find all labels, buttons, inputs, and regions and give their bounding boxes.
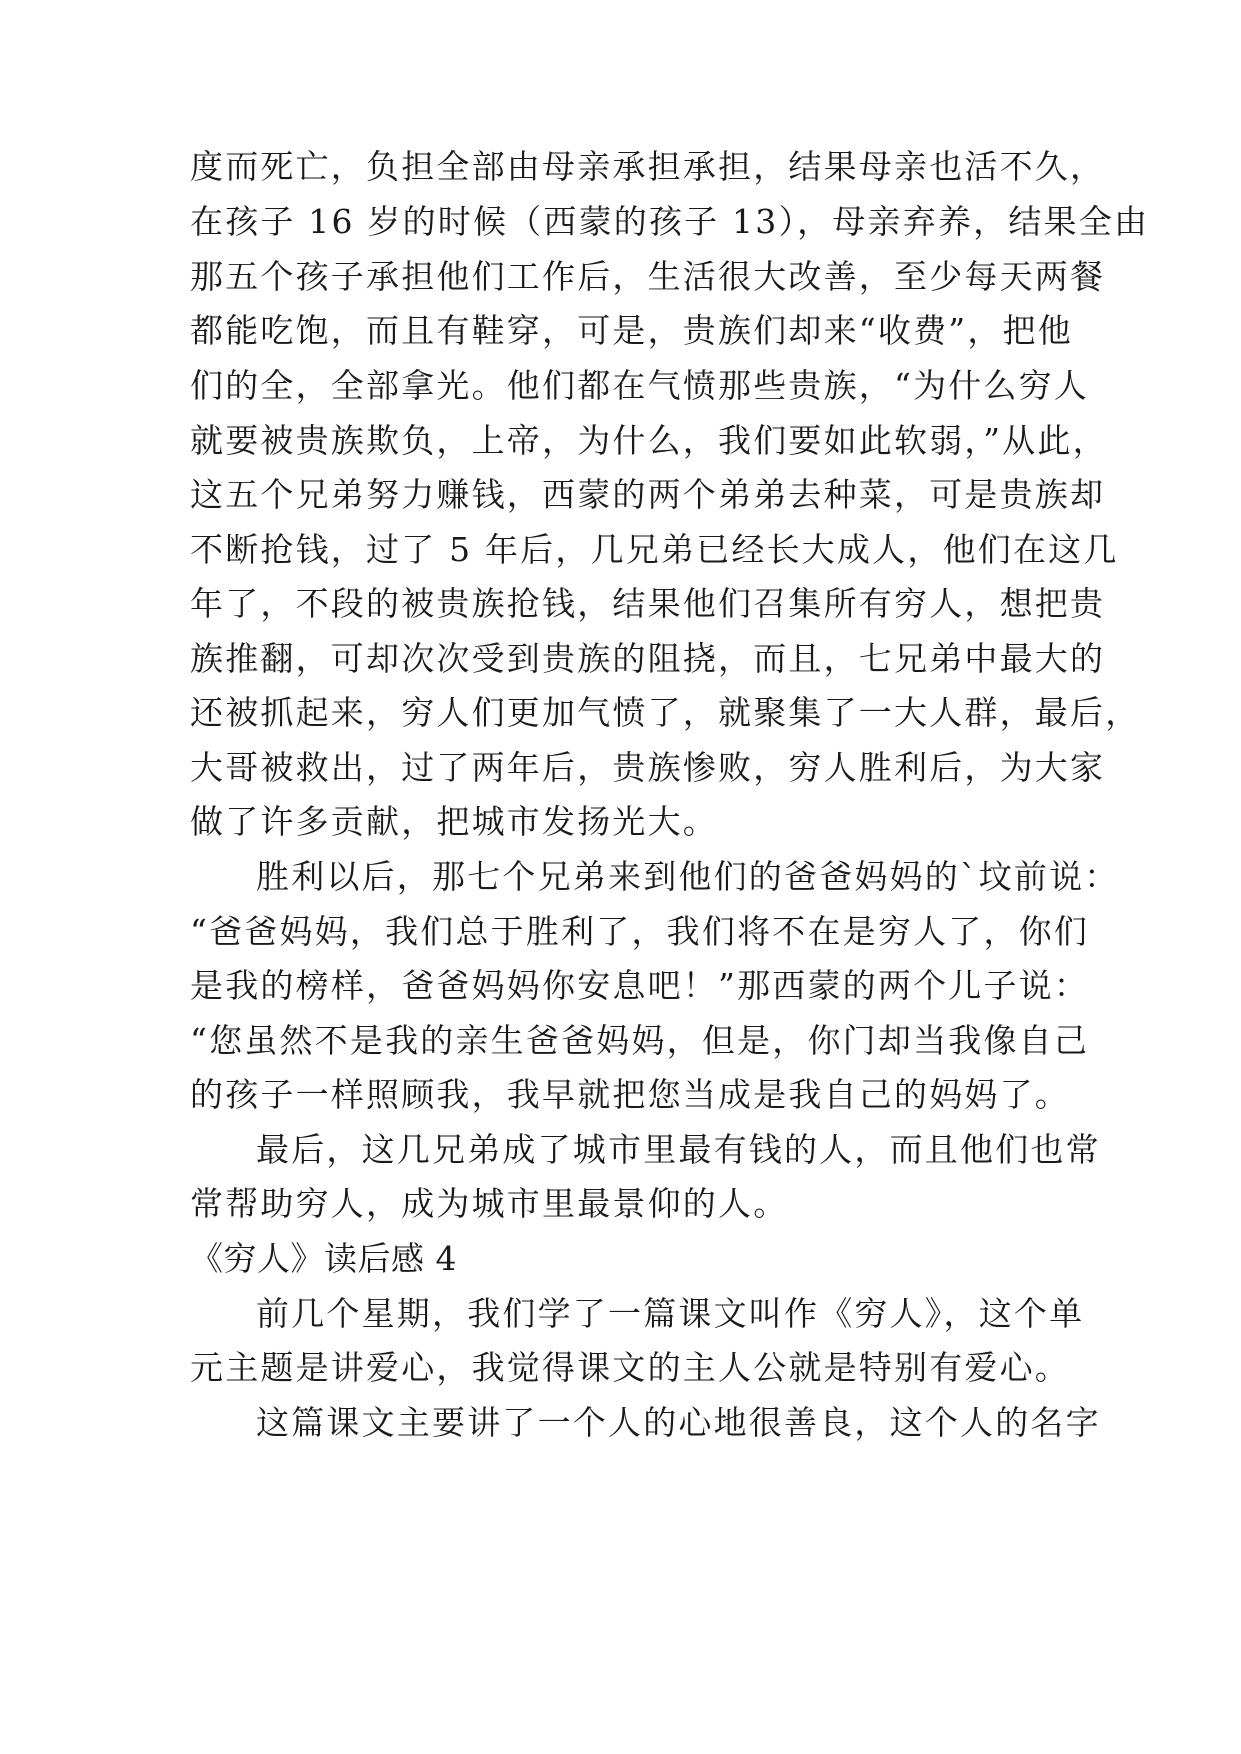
- text-line: 那五个孩子承担他们工作后，生活很大改善，至少每天两餐: [190, 257, 1106, 296]
- text-line: 还被抓起来，穷人们更加气愤了，就聚集了一大人群，最后，: [190, 693, 1141, 732]
- text-line: 大哥被救出，过了两年后，贵族惨败，穷人胜利后，为大家: [190, 748, 1106, 787]
- text-line: 族推翻，可却次次受到贵族的阻挠，而且，七兄弟中最大的: [190, 639, 1106, 678]
- section-heading: 《穷人》读后感 4: [190, 1239, 457, 1278]
- text-line: 在孩子 16 岁的时候（西蒙的孩子 13），母亲弃养，结果全由: [190, 202, 1150, 241]
- text-line: “爸爸妈妈，我们总于胜利了，我们将不在是穷人了，你们: [190, 912, 1090, 951]
- text-line: 前几个星期，我们学了一篇课文叫作《穷人》，这个单: [256, 1294, 1085, 1333]
- text-line: 是我的榜样，爸爸妈妈你安息吧！”那西蒙的两个儿子说：: [190, 966, 1090, 1005]
- text-line: 最后，这几兄弟成了城市里最有钱的人，而且他们也常: [256, 1130, 1101, 1169]
- text-line: 这篇课文主要讲了一个人的心地很善良，这个人的名字: [256, 1403, 1101, 1442]
- text-line: 元主题是讲爱心，我觉得课文的主人公就是特别有爱心。: [190, 1348, 1070, 1387]
- text-line: 度而死亡，负担全部由母亲承担承担，结果母亲也活不久，: [190, 147, 1106, 186]
- text-line: 年了，不段的被贵族抢钱，结果他们召集所有穷人，想把贵: [190, 584, 1106, 623]
- text-line: 胜利以后，那七个兄弟来到他们的爸爸妈妈的`坟前说：: [256, 857, 1120, 896]
- text-line: 都能吃饱，而且有鞋穿，可是，贵族们却来“收费”，把他: [190, 311, 1073, 350]
- text-line: “您虽然不是我的亲生爸爸妈妈，但是，你门却当我像自己: [190, 1021, 1090, 1060]
- text-line: 不断抢钱，过了 5 年后，几兄弟已经长大成人，他们在这几: [190, 530, 1119, 569]
- text-line: 就要被贵族欺负，上帝，为什么，我们要如此软弱，”从此，: [190, 421, 1108, 460]
- text-line: 常帮助穷人，成为城市里最景仰的人。: [190, 1184, 789, 1223]
- text-line: 这五个兄弟努力赚钱，西蒙的两个弟弟去种菜，可是贵族却: [190, 475, 1106, 514]
- text-line: 的孩子一样照顾我，我早就把您当成是我自己的妈妈了。: [190, 1075, 1070, 1114]
- text-line: 们的全，全部拿光。他们都在气愤那些贵族，“为什么穷人: [190, 366, 1090, 405]
- text-line: 做了许多贡献，把城市发扬光大。: [190, 802, 718, 841]
